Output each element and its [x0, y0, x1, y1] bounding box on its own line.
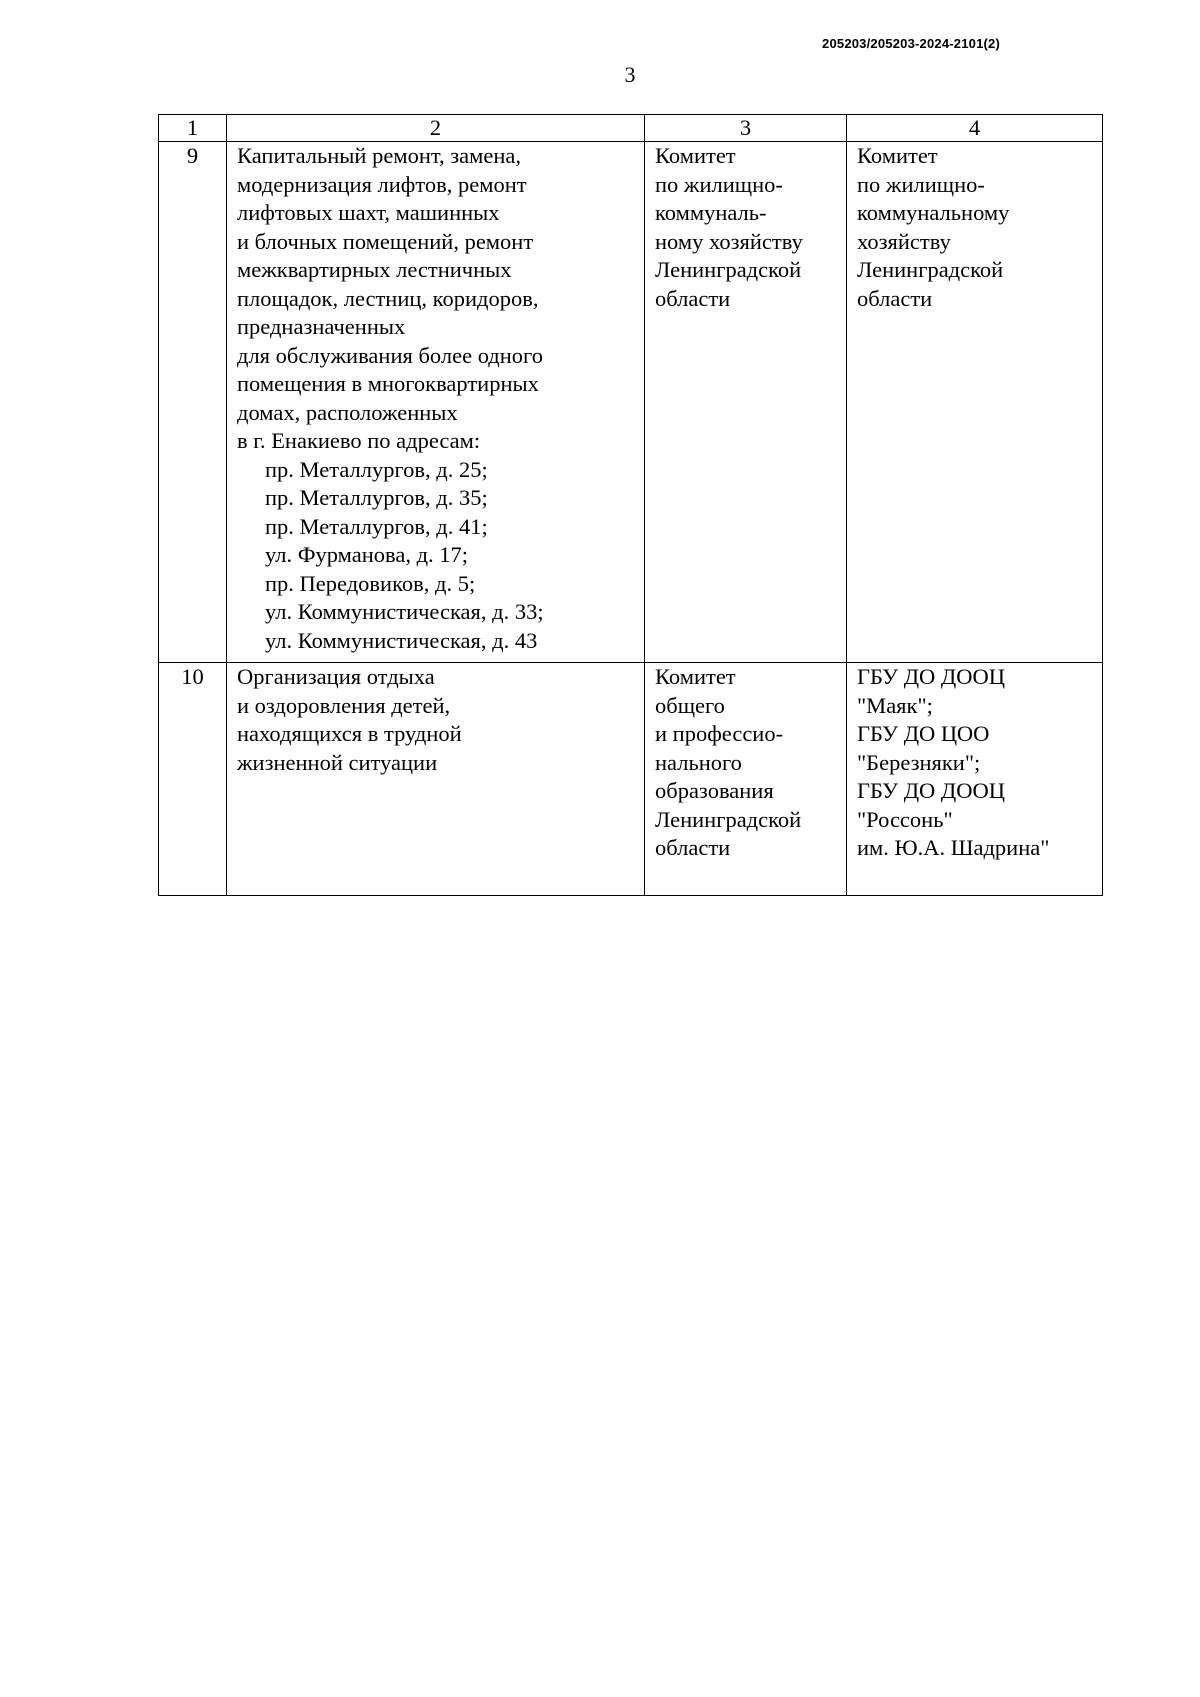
- document-id: 205203/205203-2024-2101(2): [822, 36, 1000, 51]
- responsible-line: Ленинградской: [655, 806, 802, 832]
- executor-line: коммунальному: [857, 200, 1010, 225]
- responsible-line: по жилищно-: [655, 171, 783, 197]
- executor-line: хозяйству: [857, 228, 951, 254]
- description-line: площадок, лестниц, коридоров,: [237, 285, 539, 311]
- description-line: лифтовых шахт, машинных: [237, 200, 500, 225]
- executor-cell: [847, 142, 1103, 663]
- table-row: [159, 142, 1103, 663]
- address-item: пр. Металлургов, д. 35;: [265, 485, 488, 510]
- table-row: [159, 663, 1103, 896]
- description-cell: [227, 663, 645, 896]
- responsible-line: области: [655, 835, 731, 860]
- header-cell-4: 4: [847, 115, 1103, 142]
- executor-line: по жилищно-: [857, 171, 985, 197]
- description-line: межквартирных лестничных: [237, 257, 512, 282]
- executor-line: Комитет: [857, 143, 938, 168]
- responsible-line: ному хозяйству: [655, 228, 803, 254]
- description-line: предназначенных: [237, 314, 406, 339]
- description-line: домах, расположенных: [237, 399, 458, 425]
- executor-line: ГБУ ДО ДООЦ: [857, 778, 1006, 803]
- row-number: 9: [159, 142, 227, 663]
- address-item: пр. Металлургов, д. 41;: [265, 513, 488, 539]
- responsible-line: Ленинградской: [655, 257, 802, 282]
- address-item: ул. Коммунистическая, д. 43: [265, 627, 538, 653]
- description-line: Организация отдыха: [237, 664, 435, 689]
- header-cell-2: 2: [227, 115, 645, 142]
- responsible-line: и профессио-: [655, 721, 784, 746]
- description-line: находящихся в трудной: [237, 721, 462, 746]
- executor-line: Ленинградской: [857, 257, 1004, 282]
- description-line: и оздоровления детей,: [237, 692, 451, 718]
- description-line: помещения в многоквартирных: [237, 371, 539, 396]
- description-line: в г. Енакиево по адресам:: [237, 428, 481, 453]
- document-table: [158, 114, 1103, 896]
- responsible-line: области: [655, 285, 731, 311]
- executor-line: области: [857, 285, 933, 311]
- table-header-row: [159, 115, 1103, 142]
- responsible-line: Комитет: [655, 143, 736, 168]
- executor-line: "Маяк";: [857, 692, 933, 718]
- address-item: пр. Металлургов, д. 25;: [265, 456, 488, 482]
- header-cell-3: 3: [645, 115, 847, 142]
- responsible-cell: [645, 663, 847, 896]
- description-line: и блочных помещений, ремонт: [237, 228, 534, 254]
- description-line: жизненной ситуации: [237, 749, 438, 775]
- executor-line: "Березняки";: [857, 749, 981, 775]
- executor-line: ГБУ ДО ЦОО: [857, 721, 990, 746]
- address-item: ул. Коммунистическая, д. 33;: [265, 599, 544, 624]
- responsible-line: Комитет: [655, 664, 736, 689]
- description-cell: [227, 142, 645, 663]
- description-line: модернизация лифтов, ремонт: [237, 171, 527, 197]
- responsible-line: коммуналь-: [655, 200, 767, 225]
- responsible-line: нального: [655, 749, 742, 775]
- description-line: для обслуживания более одного: [237, 342, 543, 368]
- executor-cell: [847, 663, 1103, 896]
- row-number: 10: [159, 663, 227, 896]
- responsible-cell: [645, 142, 847, 663]
- executor-line: им. Ю.А. Шадрина": [857, 835, 1050, 860]
- executor-line: "Россонь": [857, 806, 953, 832]
- description-line: Капитальный ремонт, замена,: [237, 143, 521, 168]
- responsible-line: образования: [655, 778, 774, 803]
- address-item: пр. Передовиков, д. 5;: [265, 570, 476, 596]
- responsible-line: общего: [655, 692, 725, 718]
- address-item: ул. Фурманова, д. 17;: [265, 542, 469, 567]
- page-number: 3: [624, 62, 636, 87]
- header-cell-1: 1: [159, 115, 227, 142]
- executor-line: ГБУ ДО ДООЦ: [857, 664, 1006, 689]
